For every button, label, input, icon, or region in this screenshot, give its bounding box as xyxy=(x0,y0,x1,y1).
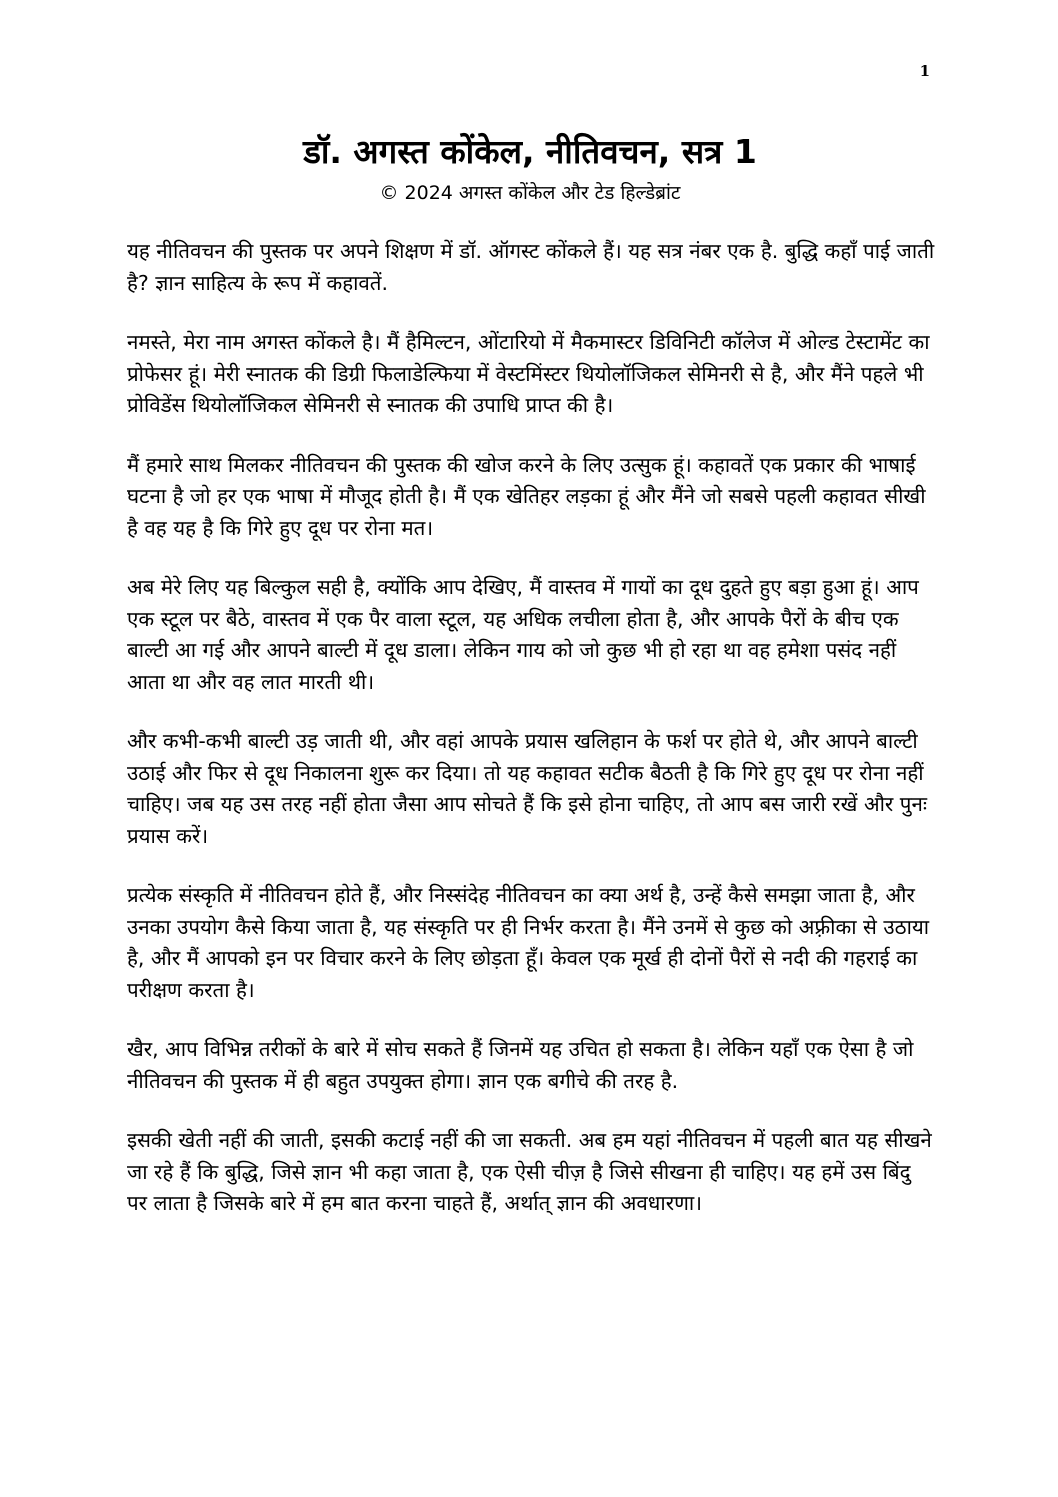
paragraph: नमस्ते, मेरा नाम अगस्त कोंकले है। मैं हैमिल्टन, ओंटारियो में मैकमास्टर डिविनिटी कॉलेज में ओल्ड टेस्टामेंट का प्रोफेसर हूं। मेरी स्नातक की डिग्री फिलाडेल्फिया में वेस्टमिंस्टर थियोलॉजिकल सेमिनरी से है, और मैंने पहले भी प्रोविडेंस थियोलॉजिकल सेमिनरी से स्नातक की उपाधि प्राप्त की है। xyxy=(127,330,930,417)
paragraph: अब मेरे लिए यह बिल्कुल सही है, क्योंकि आप देखिए, मैं वास्तव में गायों का दूध दुहते हुए बड़ा हुआ हूं। आप एक स्टूल पर बैठे, वास्तव में एक पैर वाला स्टूल, यह अधिक लचीला होता है, और आपके पैरों के बीच एक बाल्टी आ गई और आपने बाल्टी में दूध डाला। लेकिन गाय को जो कुछ भी हो रहा था वह हमेशा पसंद नहीं आता था और वह लात मारती थी। xyxy=(127,575,919,694)
copyright-line: © 2024 अगस्त कोंकेल और टेड हिल्डेब्रांट xyxy=(379,182,681,204)
paragraph: इसकी खेती नहीं की जाती, इसकी कटाई नहीं की जा सकती. अब हम यहां नीतिवचन में पहली बात यह सीखने जा रहे हैं कि बुद्धि, जिसे ज्ञान भी कहा जाता है, एक ऐसी चीज़ है जिसे सीखना ही चाहिए। यह हमें उस बिंदु पर लाता है जिसके बारे में हम बात करना चाहते हैं, अर्थात् ज्ञान की अवधारणा। xyxy=(127,1128,932,1215)
page-number: 1 xyxy=(919,62,930,80)
document-title: डॉ. अगस्त कोंकेल, नीतिवचन, सत्र 1 xyxy=(303,132,757,171)
paragraph: खैर, आप विभिन्न तरीकों के बारे में सोच सकते हैं जिनमें यह उचित हो सकता है। लेकिन यहाँ एक ऐसा है जो नीतिवचन की पुस्तक में ही बहुत उपयुक्त होगा। ज्ञान एक बगीचे की तरह है. xyxy=(127,1037,914,1093)
paragraph: और कभी-कभी बाल्टी उड़ जाती थी, और वहां आपके प्रयास खलिहान के फर्श पर होते थे, और आपने बाल्टी उठाई और फिर से दूध निकालना शुरू कर दिया। तो यह कहावत सटीक बैठती है कि गिरे हुए दूध पर रोना नहीं चाहिए। जब यह उस तरह नहीं होता जैसा आप सोचते हैं कि इसे होना चाहिए, तो आप बस जारी रखें और पुनः प्रयास करें। xyxy=(127,729,927,848)
document-body xyxy=(127,236,937,1248)
paragraph: यह नीतिवचन की पुस्तक पर अपने शिक्षण में डॉ. ऑगस्ट कोंकले हैं। यह सत्र नंबर एक है. बुद्धि कहाँ पाई जाती है? ज्ञान साहित्य के रूप में कहावतें. xyxy=(127,239,935,295)
paragraph: मैं हमारे साथ मिलकर नीतिवचन की पुस्तक की खोज करने के लिए उत्सुक हूं। कहावतें एक प्रकार की भाषाई घटना है जो हर एक भाषा में मौजूद होती है। मैं एक खेतिहर लड़का हूं और मैंने जो सबसे पहली कहावत सीखी है वह यह है कि गिरे हुए दूध पर रोना मत। xyxy=(127,452,926,540)
paragraph: प्रत्येक संस्कृति में नीतिवचन होते हैं, और निस्संदेह नीतिवचन का क्या अर्थ है, उन्हें कैसे समझा जाता है, और उनका उपयोग कैसे किया जाता है, यह संस्कृति पर ही निर्भर करता है। मैंने उनमें से कुछ को अफ़्रीका से उठाया है, और मैं आपको इन पर विचार करने के लिए छोड़ता हूँ। केवल एक मूर्ख ही दोनों पैरों से नदी की गहराई का परीक्षण करता है। xyxy=(127,883,930,1002)
